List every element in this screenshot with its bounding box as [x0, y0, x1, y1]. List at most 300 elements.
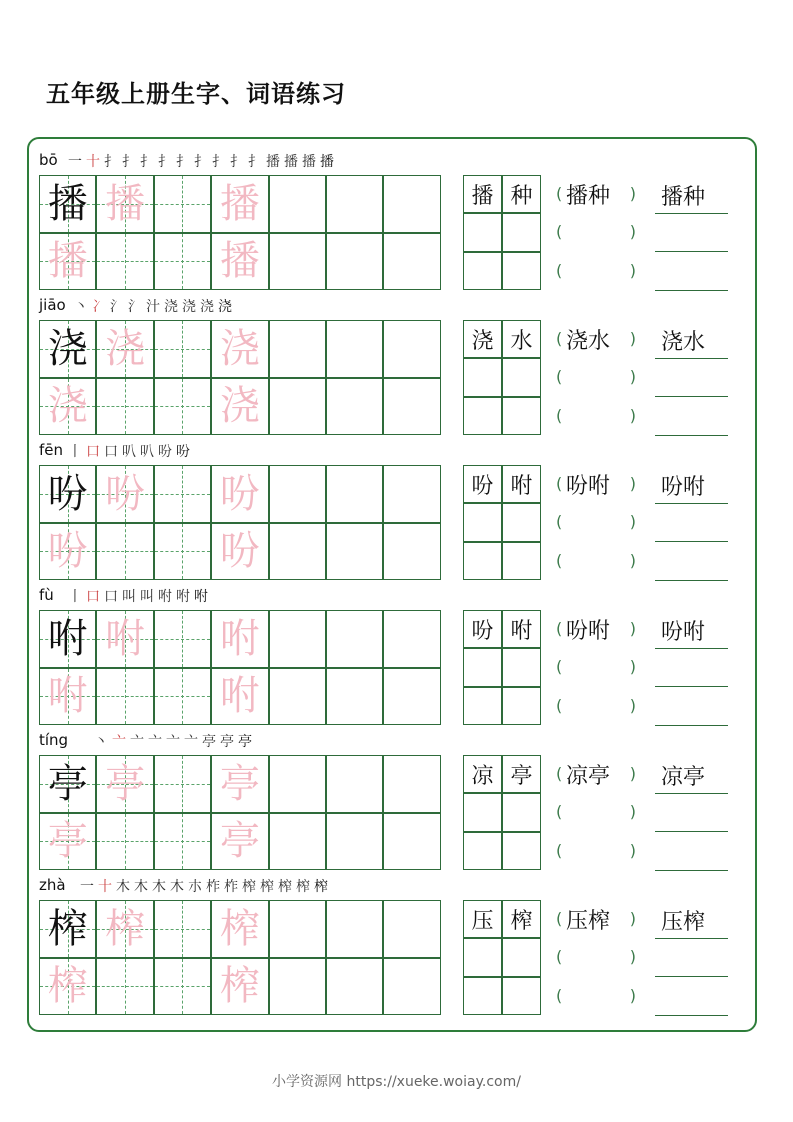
stroke-step: 口: [104, 444, 118, 460]
guide-line: [155, 986, 210, 987]
stroke-step: 浇: [164, 299, 178, 315]
answer-line[interactable]: [655, 358, 728, 397]
word-char: 浇: [566, 329, 589, 354]
word-character: 榨: [502, 900, 541, 938]
stroke-step: 口: [86, 444, 100, 460]
word-grid: [463, 320, 541, 435]
line-word: [661, 470, 705, 501]
word-cell[interactable]: [463, 832, 502, 870]
paren-blank[interactable]: [556, 687, 636, 725]
writing-cell[interactable]: [154, 465, 211, 523]
trace-character: 榨: [219, 963, 260, 1010]
stroke-step: 亠: [130, 734, 144, 750]
writing-cell[interactable]: [154, 958, 211, 1016]
paren-blank[interactable]: [556, 648, 636, 686]
stroke-step: 播: [320, 154, 334, 170]
stroke-step: 浇: [218, 299, 232, 315]
trace-character: 咐: [105, 615, 146, 662]
stroke-step: 木: [116, 879, 130, 895]
paren-word: [566, 469, 610, 500]
answer-line[interactable]: [655, 938, 728, 977]
stroke-step: 播: [266, 154, 280, 170]
word-char: 亭: [588, 764, 611, 789]
writing-cell[interactable]: [211, 378, 268, 436]
line-word: [661, 760, 705, 791]
stroke-step: 叭: [122, 444, 136, 460]
paren-close: ): [629, 619, 636, 638]
model-character: 吩: [47, 470, 88, 517]
paren-blank[interactable]: [556, 503, 636, 541]
footer-watermark: 小学资源网 https://xueke.woiay.com/: [272, 1074, 521, 1090]
writing-cell[interactable]: [211, 320, 268, 378]
answer-line[interactable]: [655, 465, 728, 504]
word-cell[interactable]: [463, 213, 502, 251]
word-character: 咐: [502, 610, 541, 648]
char-section: [0, 581, 793, 726]
writing-cell[interactable]: [211, 523, 268, 581]
trace-character: 浇: [219, 325, 260, 372]
stroke-step: 冫: [92, 299, 106, 315]
word-cell[interactable]: [502, 832, 541, 870]
word-character: 种: [502, 175, 541, 213]
word-cell[interactable]: [463, 977, 502, 1015]
paren-blank[interactable]: [556, 252, 636, 290]
paren-open: (: [556, 550, 563, 570]
writing-grid: [39, 610, 441, 725]
stroke-step: 扌: [104, 154, 118, 170]
writing-cell[interactable]: [39, 900, 96, 958]
paren-blank[interactable]: [556, 977, 636, 1015]
writing-cell[interactable]: [211, 668, 268, 726]
writing-cell[interactable]: [39, 233, 96, 291]
guide-line: [155, 551, 210, 552]
char-section: [0, 291, 793, 436]
page-title: 五年级上册生字、词语练习: [46, 80, 346, 108]
writing-cell[interactable]: [154, 233, 211, 291]
word-grid: [463, 900, 541, 1015]
paren-open: (: [556, 764, 563, 783]
writing-cell[interactable]: [154, 523, 211, 581]
writing-cell[interactable]: [383, 610, 440, 668]
word-cell[interactable]: [502, 503, 541, 541]
paren-blank[interactable]: [556, 755, 636, 793]
writing-cell[interactable]: [269, 233, 326, 291]
char-section: [0, 871, 793, 1016]
writing-cell[interactable]: [154, 668, 211, 726]
paren-open: (: [556, 512, 563, 532]
writing-cell[interactable]: [326, 175, 383, 233]
writing-cell[interactable]: [383, 320, 440, 378]
trace-character: 亭: [47, 818, 88, 865]
writing-cell[interactable]: [211, 465, 268, 523]
paren-open: (: [556, 260, 563, 280]
stroke-step: 柞: [206, 879, 220, 895]
word-char: 吩: [566, 474, 589, 499]
writing-cell[interactable]: [269, 813, 326, 871]
writing-cell[interactable]: [211, 755, 268, 813]
paren-blank[interactable]: [556, 175, 636, 213]
writing-cell[interactable]: [383, 668, 440, 726]
writing-cell[interactable]: [39, 523, 96, 581]
writing-cell[interactable]: [154, 610, 211, 668]
word-grid: [463, 465, 541, 580]
writing-cell[interactable]: [326, 755, 383, 813]
word-cell[interactable]: [463, 542, 502, 580]
stroke-step: 亠: [148, 734, 162, 750]
stroke-step: 木: [152, 879, 166, 895]
word-char: 压: [566, 909, 589, 934]
paren-blank[interactable]: [556, 793, 636, 831]
stroke-step: 丶: [74, 299, 88, 315]
word-cell[interactable]: [463, 503, 502, 541]
paren-blank[interactable]: [556, 397, 636, 435]
stroke-step: 榨: [278, 879, 292, 895]
word-cell[interactable]: [502, 938, 541, 976]
writing-cell[interactable]: [154, 378, 211, 436]
writing-cell[interactable]: [39, 610, 96, 668]
writing-cell[interactable]: [96, 900, 153, 958]
writing-cell[interactable]: [211, 900, 268, 958]
stroke-step: 咐: [158, 589, 172, 605]
model-character: 亭: [47, 760, 88, 807]
writing-cell[interactable]: [269, 668, 326, 726]
paren-close: ): [629, 840, 636, 860]
paren-blank[interactable]: [556, 832, 636, 870]
writing-cell[interactable]: [96, 233, 153, 291]
stroke-order: [66, 151, 336, 171]
answer-line[interactable]: [655, 755, 728, 794]
word-char: 吩: [661, 475, 684, 500]
writing-cell[interactable]: [269, 175, 326, 233]
stroke-step: 叫: [122, 589, 136, 605]
paren-close: ): [629, 764, 636, 783]
line-word: [661, 615, 705, 646]
trace-character: 浇: [105, 325, 146, 372]
pinyin-label: jiāo: [39, 296, 66, 314]
stroke-step: 叫: [140, 589, 154, 605]
word-cell[interactable]: [502, 213, 541, 251]
writing-cell[interactable]: [39, 465, 96, 523]
writing-cell[interactable]: [96, 755, 153, 813]
word-cell[interactable]: [502, 648, 541, 686]
stroke-step: 扌: [176, 154, 190, 170]
writing-cell[interactable]: [269, 378, 326, 436]
writing-cell[interactable]: [383, 958, 440, 1016]
word-cell[interactable]: [502, 542, 541, 580]
stroke-step: 木: [134, 879, 148, 895]
word-char: 咐: [588, 474, 611, 499]
writing-cell[interactable]: [269, 900, 326, 958]
word-char: 凉: [661, 765, 684, 790]
word-character: 吩: [463, 610, 502, 648]
word-char: 吩: [661, 620, 684, 645]
writing-cell[interactable]: [383, 465, 440, 523]
stroke-order: [66, 441, 192, 461]
writing-cell[interactable]: [269, 958, 326, 1016]
answer-line[interactable]: [655, 610, 728, 649]
answer-line[interactable]: [655, 648, 728, 687]
paren-close: ): [629, 405, 636, 425]
line-word: [661, 325, 705, 356]
writing-cell[interactable]: [383, 175, 440, 233]
writing-cell[interactable]: [96, 320, 153, 378]
word-char: 播: [661, 185, 684, 210]
answer-line[interactable]: [655, 977, 728, 1016]
writing-cell[interactable]: [211, 813, 268, 871]
word-grid: [463, 175, 541, 290]
stroke-step: 播: [302, 154, 316, 170]
word-cell[interactable]: [463, 793, 502, 831]
paren-blank[interactable]: [556, 213, 636, 251]
writing-cell[interactable]: [96, 610, 153, 668]
stroke-step: 十: [98, 879, 112, 895]
writing-cell[interactable]: [211, 610, 268, 668]
writing-cell[interactable]: [96, 465, 153, 523]
guide-line: [155, 349, 210, 350]
word-character: 亭: [502, 755, 541, 793]
stroke-step: 柞: [224, 879, 238, 895]
word-char: 水: [588, 329, 611, 354]
writing-cell[interactable]: [39, 813, 96, 871]
paren-blank[interactable]: [556, 610, 636, 648]
paren-open: (: [556, 184, 563, 203]
pinyin-label: tíng: [39, 731, 69, 749]
writing-cell[interactable]: [269, 320, 326, 378]
writing-cell[interactable]: [326, 900, 383, 958]
writing-cell[interactable]: [269, 465, 326, 523]
line-word: [661, 180, 705, 211]
word-cell[interactable]: [502, 252, 541, 290]
writing-cell[interactable]: [39, 668, 96, 726]
stroke-step: 氵: [128, 299, 142, 315]
writing-cell[interactable]: [211, 233, 268, 291]
writing-cell[interactable]: [326, 378, 383, 436]
writing-cell[interactable]: [383, 900, 440, 958]
pinyin-label: fēn: [39, 441, 64, 459]
word-char: 咐: [683, 620, 706, 645]
word-cell[interactable]: [502, 358, 541, 396]
paren-blank[interactable]: [556, 938, 636, 976]
word-char: 种: [683, 185, 706, 210]
word-cell[interactable]: [502, 397, 541, 435]
stroke-step: 扌: [140, 154, 154, 170]
stroke-order: [92, 731, 254, 751]
char-section: [0, 146, 793, 291]
word-cell[interactable]: [463, 687, 502, 725]
word-char: 压: [661, 910, 684, 935]
writing-cell[interactable]: [154, 813, 211, 871]
stroke-step: 一: [68, 154, 82, 170]
word-character: 浇: [463, 320, 502, 358]
writing-cell[interactable]: [39, 958, 96, 1016]
writing-cell[interactable]: [154, 900, 211, 958]
stroke-step: 丨: [68, 589, 82, 605]
word-character: 吩: [463, 465, 502, 503]
writing-cell[interactable]: [326, 668, 383, 726]
writing-cell[interactable]: [96, 813, 153, 871]
writing-cell[interactable]: [383, 378, 440, 436]
guide-line: [97, 261, 152, 262]
answer-line[interactable]: [655, 687, 728, 726]
paren-close: ): [629, 329, 636, 348]
answer-line[interactable]: [655, 175, 728, 214]
writing-cell[interactable]: [154, 175, 211, 233]
guide-line: [155, 784, 210, 785]
trace-character: 吩: [105, 470, 146, 517]
paren-close: ): [629, 474, 636, 493]
writing-cell[interactable]: [96, 958, 153, 1016]
model-character: 咐: [47, 615, 88, 662]
paren-close: ): [629, 512, 636, 532]
guide-line: [155, 261, 210, 262]
answer-line[interactable]: [655, 832, 728, 871]
writing-cell[interactable]: [96, 378, 153, 436]
trace-character: 浇: [47, 383, 88, 430]
stroke-step: 扌: [230, 154, 244, 170]
trace-character: 亭: [105, 760, 146, 807]
paren-close: ): [629, 695, 636, 715]
answer-line[interactable]: [655, 503, 728, 542]
word-char: 水: [683, 330, 706, 355]
answer-line[interactable]: [655, 252, 728, 291]
word-cell[interactable]: [502, 687, 541, 725]
writing-cell[interactable]: [269, 523, 326, 581]
trace-character: 榨: [219, 905, 260, 952]
word-char: 亭: [683, 765, 706, 790]
word-cell[interactable]: [502, 793, 541, 831]
char-section: [0, 726, 793, 871]
writing-cell[interactable]: [154, 320, 211, 378]
stroke-step: 扌: [158, 154, 172, 170]
word-grid: [463, 610, 541, 725]
word-char: 凉: [566, 764, 589, 789]
writing-cell[interactable]: [383, 755, 440, 813]
trace-character: 吩: [47, 528, 88, 575]
writing-cell[interactable]: [39, 378, 96, 436]
writing-cell[interactable]: [39, 320, 96, 378]
word-cell[interactable]: [463, 397, 502, 435]
writing-cell[interactable]: [211, 958, 268, 1016]
trace-character: 榨: [105, 905, 146, 952]
stroke-step: 氵: [110, 299, 124, 315]
word-character: 播: [463, 175, 502, 213]
pinyin-label: zhà: [39, 876, 66, 894]
guide-line: [155, 204, 210, 205]
paren-blank[interactable]: [556, 900, 636, 938]
stroke-step: 咐: [194, 589, 208, 605]
trace-character: 吩: [219, 470, 260, 517]
answer-line[interactable]: [655, 542, 728, 581]
answer-line[interactable]: [655, 320, 728, 359]
stroke-step: 榨: [260, 879, 274, 895]
word-cell[interactable]: [463, 648, 502, 686]
stroke-step: 亠: [184, 734, 198, 750]
writing-cell[interactable]: [96, 523, 153, 581]
stroke-step: 丶: [94, 734, 108, 750]
writing-cell[interactable]: [326, 958, 383, 1016]
word-char: 榨: [588, 909, 611, 934]
trace-character: 播: [219, 238, 260, 285]
paren-open: (: [556, 222, 563, 242]
stroke-step: 播: [284, 154, 298, 170]
stroke-step: 榨: [314, 879, 328, 895]
writing-cell[interactable]: [39, 755, 96, 813]
stroke-step: 扌: [122, 154, 136, 170]
paren-blank[interactable]: [556, 320, 636, 358]
word-cell[interactable]: [463, 938, 502, 976]
writing-cell[interactable]: [96, 668, 153, 726]
answer-line[interactable]: [655, 900, 728, 939]
answer-line[interactable]: [655, 213, 728, 252]
paren-blank[interactable]: [556, 465, 636, 503]
paren-open: (: [556, 802, 563, 822]
writing-cell[interactable]: [383, 523, 440, 581]
paren-close: ): [629, 550, 636, 570]
stroke-step: 口: [86, 589, 100, 605]
writing-cell[interactable]: [154, 755, 211, 813]
trace-character: 播: [219, 180, 260, 227]
paren-blank[interactable]: [556, 358, 636, 396]
paren-open: (: [556, 619, 563, 638]
pinyin-label: bō: [39, 151, 58, 169]
writing-cell[interactable]: [383, 813, 440, 871]
stroke-step: 扌: [194, 154, 208, 170]
writing-cell[interactable]: [383, 233, 440, 291]
paren-open: (: [556, 909, 563, 928]
writing-cell[interactable]: [39, 175, 96, 233]
writing-cell[interactable]: [326, 233, 383, 291]
word-character: 凉: [463, 755, 502, 793]
paren-word: [566, 179, 610, 210]
stroke-step: 浇: [200, 299, 214, 315]
word-grid: [463, 755, 541, 870]
trace-character: 咐: [47, 673, 88, 720]
writing-cell[interactable]: [326, 813, 383, 871]
paren-blank[interactable]: [556, 542, 636, 580]
paren-word: [566, 904, 610, 935]
paren-open: (: [556, 474, 563, 493]
guide-line: [155, 696, 210, 697]
writing-cell[interactable]: [326, 465, 383, 523]
writing-grid: [39, 175, 441, 290]
writing-grid: [39, 320, 441, 435]
writing-cell[interactable]: [326, 610, 383, 668]
writing-cell[interactable]: [96, 175, 153, 233]
stroke-step: 口: [104, 589, 118, 605]
word-char: 榨: [683, 910, 706, 935]
guide-line: [97, 986, 152, 987]
paren-close: ): [629, 909, 636, 928]
word-cell[interactable]: [463, 358, 502, 396]
answer-line[interactable]: [655, 793, 728, 832]
word-cell[interactable]: [463, 252, 502, 290]
char-section: [0, 436, 793, 581]
word-character: 水: [502, 320, 541, 358]
writing-cell[interactable]: [326, 523, 383, 581]
answer-line[interactable]: [655, 397, 728, 436]
writing-cell[interactable]: [269, 610, 326, 668]
word-char: 种: [588, 184, 611, 209]
guide-line: [155, 841, 210, 842]
line-word: [661, 905, 705, 936]
writing-grid: [39, 900, 441, 1015]
writing-cell[interactable]: [269, 755, 326, 813]
word-cell[interactable]: [502, 977, 541, 1015]
stroke-step: 亭: [220, 734, 234, 750]
writing-cell[interactable]: [326, 320, 383, 378]
writing-cell[interactable]: [211, 175, 268, 233]
stroke-step: 十: [86, 154, 100, 170]
